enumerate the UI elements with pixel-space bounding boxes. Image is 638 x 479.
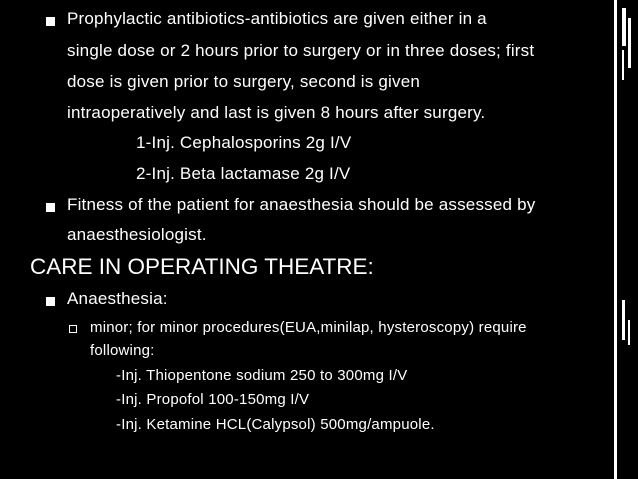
decorative-bars [608, 0, 638, 479]
bullet2-line-1: Fitness of the patient for anaesthesia should be assessed by [67, 195, 536, 214]
sub1-line-2: following: [90, 342, 155, 359]
bullet1-line-4: intraoperatively and last is given 8 hours after surgery. [67, 103, 486, 122]
bullet-square-icon [46, 17, 55, 26]
bullet1-line-1: Prophylactic antibiotics-antibiotics are given either in a [67, 9, 487, 28]
bullet3-text: Anaesthesia: [67, 289, 168, 308]
bullet1-line-2: single dose or 2 hours prior to surgery or in three doses; first [67, 41, 535, 60]
drug-line-2: 2-Inj. Beta lactamase 2g I/V [136, 164, 351, 183]
minor-drug-1: -Inj. Thiopentone sodium 250 to 300mg I/V [116, 367, 408, 384]
minor-drug-3: -Inj. Ketamine HCL(Calypsol) 500mg/ampuole. [116, 416, 435, 433]
bullet-square-icon [46, 297, 55, 306]
sub1-line-1: minor; for minor procedures(EUA,minilap, hysteroscopy) require [90, 319, 527, 336]
bullet1-line-3: dose is given prior to surgery, second is given [67, 72, 421, 91]
section-heading: CARE IN OPERATING THEATRE: [30, 254, 374, 279]
minor-drug-2: -Inj. Propofol 100-150mg I/V [116, 391, 310, 408]
drug-line-1: 1-Inj. Cephalosporins 2g I/V [136, 133, 352, 152]
sub-bullet-square-icon [69, 325, 77, 333]
bullet-square-icon [46, 203, 55, 212]
bullet2-line-2: anaesthesiologist. [67, 225, 207, 244]
